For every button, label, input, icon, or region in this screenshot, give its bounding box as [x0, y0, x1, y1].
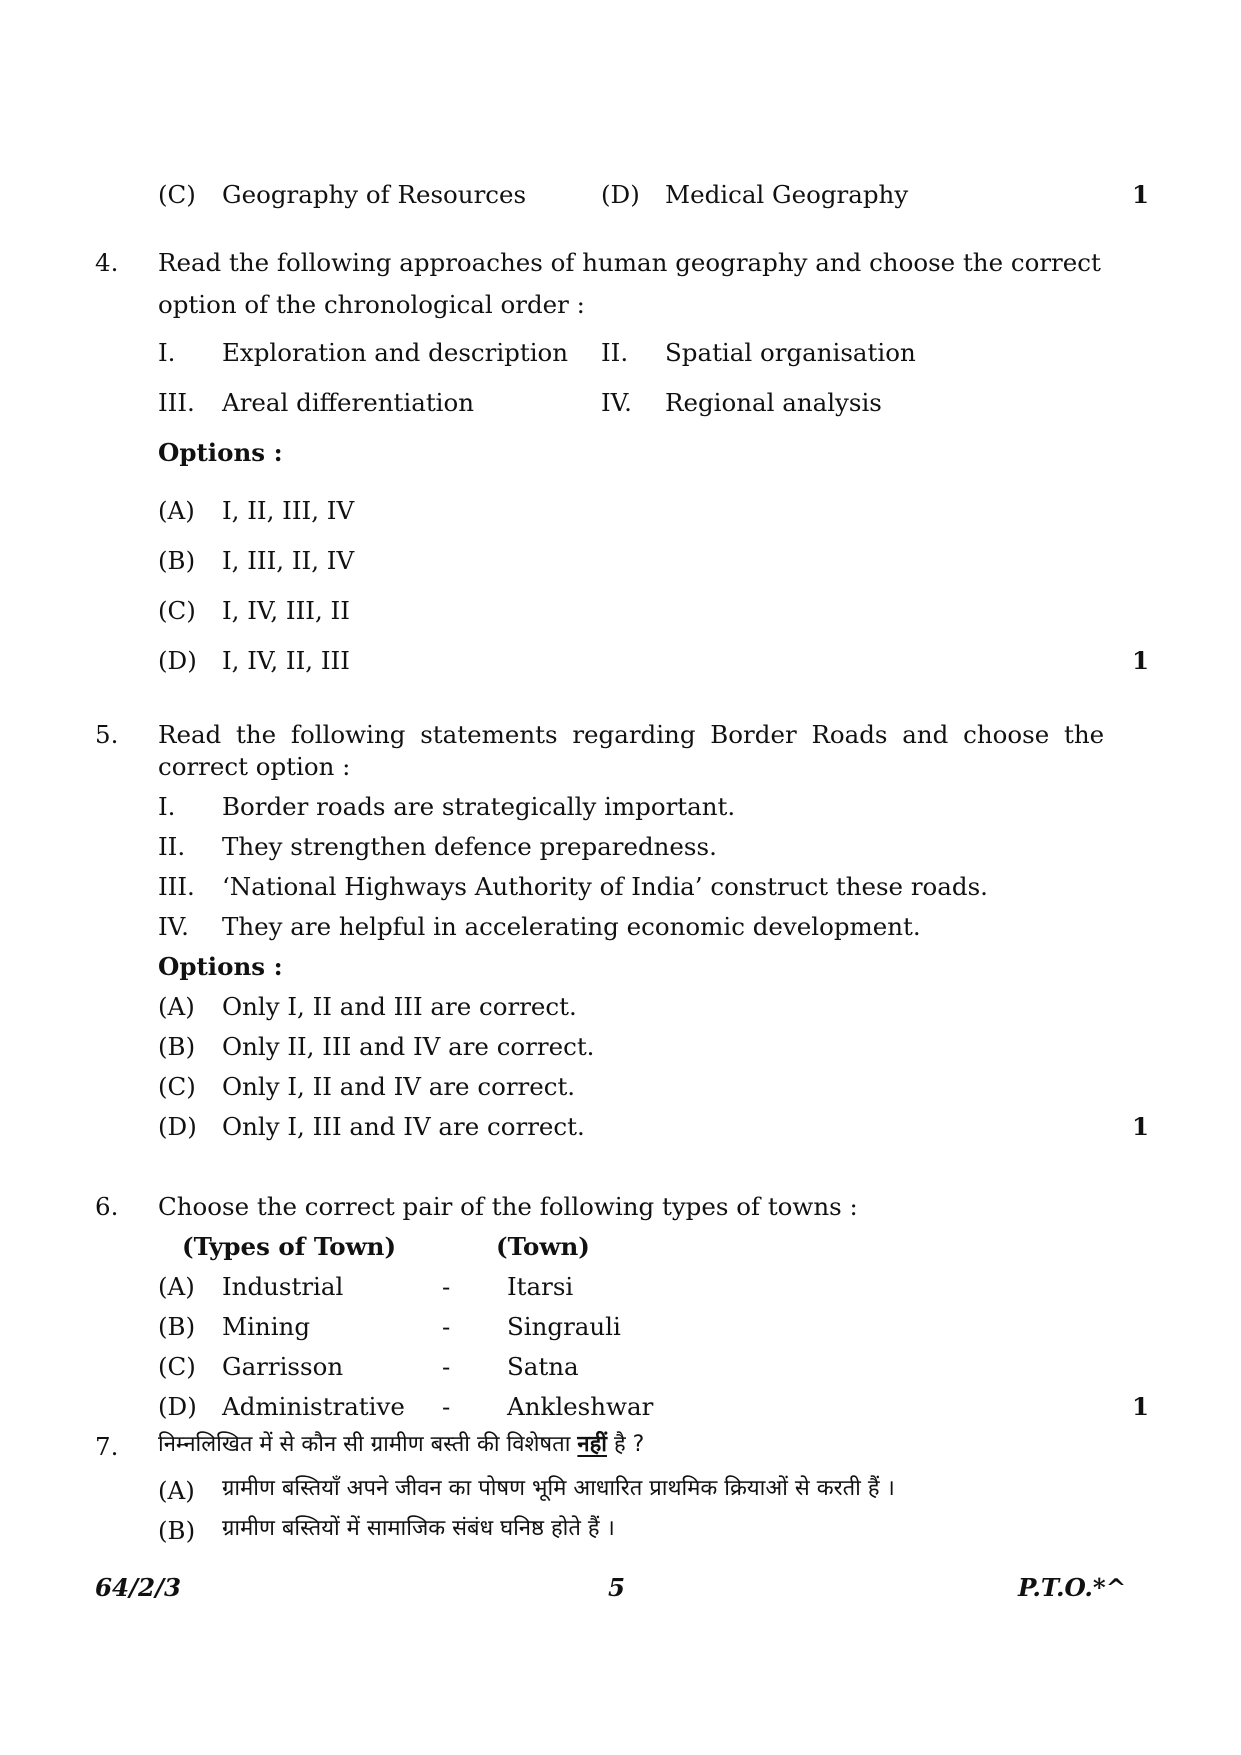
- q4-option-label: (C): [158, 596, 196, 625]
- q7-stem-pre: निम्नलिखित में से कौन सी ग्रामीण बस्ती की विशेषता: [158, 1432, 571, 1457]
- q5-options-heading: Options :: [158, 952, 283, 981]
- q6-number: 6.: [95, 1192, 119, 1221]
- q5-statement-label: I.: [158, 792, 176, 821]
- q4-option-text: I, III, II, IV: [222, 546, 355, 575]
- q4-option-label: (A): [158, 496, 195, 525]
- q4-item-text: Regional analysis: [665, 388, 882, 417]
- q4-item-text: Areal differentiation: [222, 388, 475, 417]
- q6-row-town: Ankleshwar: [507, 1392, 654, 1421]
- q6-row-type: Administrative: [222, 1392, 405, 1421]
- q4-item-label: I.: [158, 338, 176, 367]
- q4-option-text: I, IV, II, III: [222, 646, 350, 675]
- q5-stem-line1: Read the following statements regarding Border Roads and choose the: [158, 720, 1105, 749]
- q7-stem: [158, 1428, 644, 1458]
- q6-row-dash: -: [442, 1312, 451, 1341]
- q4-item-label: IV.: [601, 388, 632, 417]
- q5-statement-text: They strengthen defence preparedness.: [222, 832, 717, 861]
- q6-row-dash: -: [442, 1352, 451, 1381]
- q4-option-label: (D): [158, 646, 197, 675]
- q6-row-label: (A): [158, 1272, 195, 1301]
- q7-stem-emphasis: नहीं: [577, 1432, 607, 1457]
- pto-note: P.T.O.*^: [1018, 1573, 1127, 1602]
- q7-option-text: ग्रामीण बस्तियों में सामाजिक संबंध घनिष्ठ होते हैं ।: [222, 1516, 615, 1541]
- q4-options-heading: Options :: [158, 438, 283, 467]
- q6-row-dash: -: [442, 1392, 451, 1421]
- q3-option-d-label: (D): [601, 180, 640, 209]
- q6-row-type: Garrisson: [222, 1352, 344, 1381]
- q5-option-text: Only I, II and III are correct.: [222, 992, 577, 1021]
- q6-row-type: Industrial: [222, 1272, 344, 1301]
- q4-option-text: I, II, III, IV: [222, 496, 355, 525]
- q3-option-d-text: Medical Geography: [665, 180, 909, 209]
- q5-option-label: (D): [158, 1112, 197, 1141]
- q7-option-label: (A): [158, 1476, 195, 1505]
- q6-row-town: Singrauli: [507, 1312, 621, 1341]
- q4-item-text: Spatial organisation: [665, 338, 916, 367]
- q3-marks: 1: [1132, 180, 1150, 209]
- q5-statement-label: III.: [158, 872, 195, 901]
- page-number: 5: [608, 1573, 626, 1602]
- q4-option-label: (B): [158, 546, 196, 575]
- q6-col1-header: (Types of Town): [182, 1232, 397, 1261]
- q5-stem-line2: correct option :: [158, 752, 351, 781]
- q6-col2-header: (Town): [496, 1232, 590, 1261]
- q5-statement-text: They are helpful in accelerating economic development.: [222, 912, 921, 941]
- q3-option-c-text: Geography of Resources: [222, 180, 527, 209]
- q4-stem-line1: Read the following approaches of human geography and choose the correct: [158, 248, 1101, 277]
- q6-row-label: (B): [158, 1312, 196, 1341]
- q6-row-label: (C): [158, 1352, 196, 1381]
- q5-statement-label: II.: [158, 832, 186, 861]
- q5-option-text: Only I, II and IV are correct.: [222, 1072, 576, 1101]
- q5-statement-label: IV.: [158, 912, 189, 941]
- q6-row-dash: -: [442, 1272, 451, 1301]
- q7-stem-post: है ?: [613, 1432, 645, 1457]
- q5-marks: 1: [1132, 1112, 1150, 1141]
- q6-row-town: Itarsi: [507, 1272, 574, 1301]
- q4-item-label: III.: [158, 388, 195, 417]
- q4-stem-line2: option of the chronological order :: [158, 290, 585, 319]
- q4-option-text: I, IV, III, II: [222, 596, 350, 625]
- q7-option-text: ग्रामीण बस्तियाँ अपने जीवन का पोषण भूमि आधारित प्राथमिक क्रियाओं से करती हैं ।: [222, 1476, 895, 1501]
- q5-option-text: Only II, III and IV are correct.: [222, 1032, 595, 1061]
- q5-option-label: (B): [158, 1032, 196, 1061]
- q7-number: 7.: [95, 1432, 119, 1461]
- q5-statement-text: Border roads are strategically important.: [222, 792, 736, 821]
- q5-option-label: (A): [158, 992, 195, 1021]
- q4-number: 4.: [95, 248, 119, 277]
- q6-row-type: Mining: [222, 1312, 310, 1341]
- q3-option-c-label: (C): [158, 180, 196, 209]
- q5-option-text: Only I, III and IV are correct.: [222, 1112, 585, 1141]
- q5-number: 5.: [95, 720, 119, 749]
- paper-code: 64/2/3: [95, 1573, 182, 1602]
- q6-stem: Choose the correct pair of the following types of towns :: [158, 1192, 858, 1221]
- q4-item-text: Exploration and description: [222, 338, 569, 367]
- q6-row-label: (D): [158, 1392, 197, 1421]
- q6-marks: 1: [1132, 1392, 1150, 1421]
- q5-option-label: (C): [158, 1072, 196, 1101]
- q5-statement-text: ‘National Highways Authority of India’ construct these roads.: [222, 872, 988, 901]
- q6-row-town: Satna: [507, 1352, 579, 1381]
- q4-marks: 1: [1132, 646, 1150, 675]
- q7-option-label: (B): [158, 1516, 196, 1545]
- q4-item-label: II.: [601, 338, 629, 367]
